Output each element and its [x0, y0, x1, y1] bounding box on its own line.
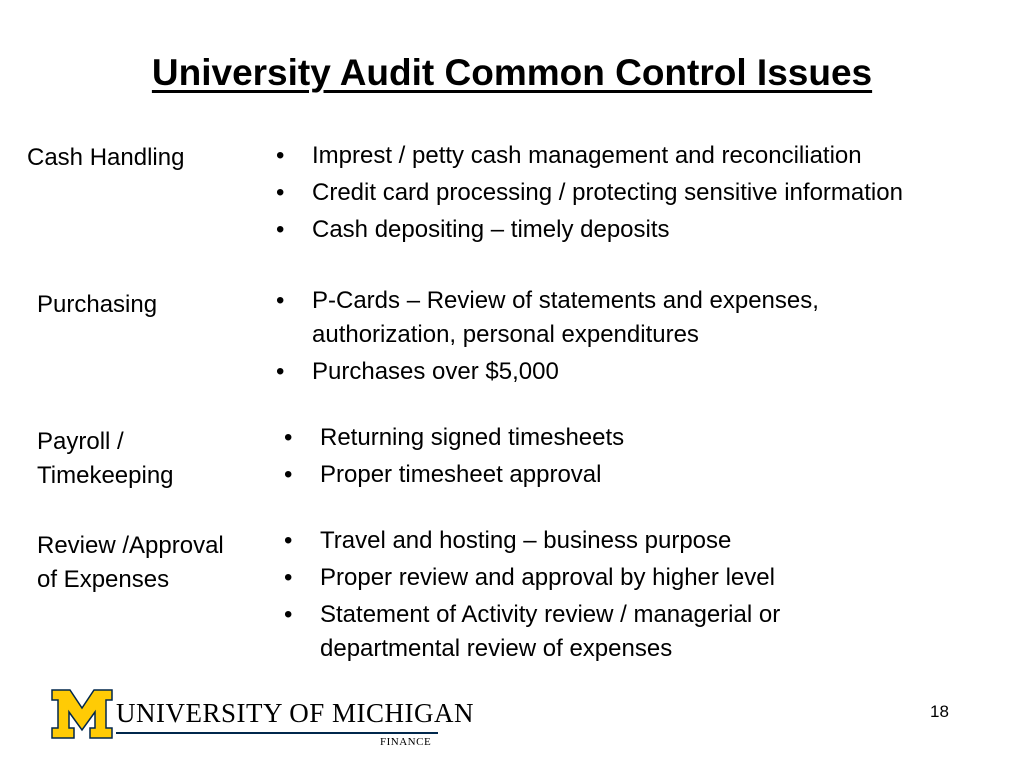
page-number: 18 [930, 702, 949, 721]
bullet-icon: • [284, 564, 293, 591]
list-item: • Proper timesheet approval [280, 458, 624, 492]
bullet-icon: • [284, 461, 293, 488]
logo-subtitle: FINANCE [380, 736, 432, 748]
logo-wordmark: UNIVERSITY OF MICHIGAN [116, 698, 474, 728]
logo-divider [116, 732, 438, 734]
bullet-list-purchasing [272, 284, 819, 392]
bullet-icon: • [276, 142, 285, 169]
bullet-list-payroll [280, 421, 624, 495]
list-item: • Imprest / petty cash management and reconciliation [272, 139, 903, 173]
list-item: • Travel and hosting – business purpose [280, 524, 780, 558]
list-item: • Proper review and approval by higher level [280, 561, 780, 595]
section-label-purchasing: Purchasing [37, 291, 158, 318]
block-m-icon [50, 688, 114, 740]
list-item: • Cash depositing – timely deposits [272, 213, 903, 247]
list-item-continuation: departmental review of expenses [320, 635, 673, 662]
list-item: • Credit card processing / protecting sensitive information [272, 176, 903, 210]
list-item: • Statement of Activity review / managerial or [280, 598, 780, 632]
list-item: • P-Cards – Review of statements and expenses, [272, 284, 819, 318]
section-label-payroll-timekeeping: Payroll / Timekeeping [37, 428, 174, 489]
list-item: • Returning signed timesheets [280, 421, 624, 455]
university-logo [50, 688, 474, 758]
slide-title: University Audit Common Control Issues [151, 52, 873, 93]
bullet-icon: • [276, 179, 285, 206]
section-label-cash-handling: Cash Handling [27, 144, 185, 171]
bullet-icon: • [284, 601, 293, 628]
bullet-icon: • [284, 527, 293, 554]
bullet-icon: • [276, 358, 285, 385]
bullet-icon: • [284, 424, 293, 451]
bullet-list-review-approval [280, 524, 780, 669]
bullet-icon: • [276, 216, 285, 243]
list-item: • Purchases over $5,000 [272, 355, 819, 389]
bullet-list-cash-handling [272, 139, 903, 250]
list-item-continuation: authorization, personal expenditures [312, 321, 699, 348]
section-label-review-approval: Review /Approval of Expenses [37, 532, 224, 593]
bullet-icon: • [276, 287, 285, 314]
